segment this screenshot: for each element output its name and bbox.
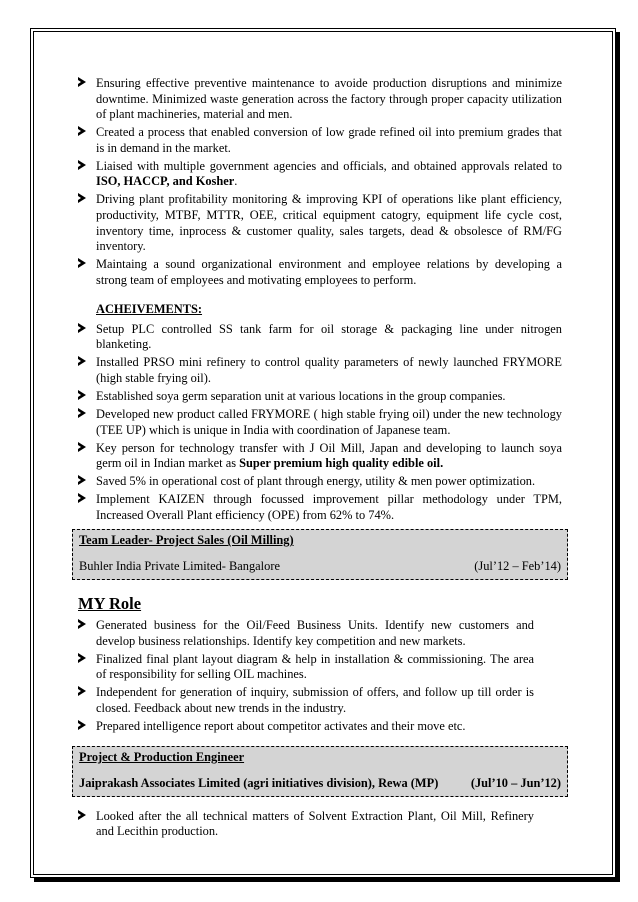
list-item: Developed new product called FRYMORE ( high stable frying oil) under the new technology (TEE UP) which is unique in India with coordination of Japanese team.	[78, 407, 562, 438]
page-shadow-right	[616, 32, 620, 882]
arrow-bullet-icon	[78, 323, 86, 333]
job-title: Project & Production Engineer	[79, 750, 245, 765]
list-item: Implement KAIZEN through focussed improvement pillar methodology under TPM, Increased Overall Plant efficiency (OPE) from 62% to 74%.	[78, 492, 562, 523]
arrow-bullet-icon	[78, 475, 86, 485]
responsibilities-list	[78, 76, 562, 288]
arrow-bullet-icon	[78, 126, 86, 136]
company-name: Buhler India Private Limited- Bangalore	[79, 559, 280, 574]
achievements-list	[78, 322, 562, 523]
list-item: Ensuring effective preventive maintenance to avoide production disruptions and minimize downtime. Minimized waste generation across the factory through proper capacity utilization of plant machineries, material and men.	[78, 76, 562, 123]
job-title: Team Leader- Project Sales (Oil Milling)	[79, 533, 294, 548]
list-item: Maintaing a sound organizational environment and employee relations by developing a strong team of employees and motivating employees to perform.	[78, 257, 562, 288]
job-header-buhler	[72, 529, 568, 580]
list-item: Installed PRSO mini refinery to control quality parameters of newly launched FRYMORE (high stable frying oil).	[78, 355, 562, 386]
company-name: Jaiprakash Associates Limited (agri initiatives division), Rewa (MP)	[79, 776, 439, 791]
arrow-bullet-icon	[78, 810, 86, 820]
achievements-heading: ACHEIVEMENTS:	[96, 302, 203, 317]
page-shadow-bottom	[34, 878, 620, 882]
list-item: Prepared intelligence report about competitor activates and their move etc.	[78, 719, 534, 735]
role-list	[78, 618, 534, 734]
arrow-bullet-icon	[78, 258, 86, 268]
arrow-bullet-icon	[78, 408, 86, 418]
list-item: Finalized final plant layout diagram & help in installation & commissioning. The area of responsibility for selling OIL machines.	[78, 652, 534, 683]
list-item: Generated business for the Oil/Feed Business Units. Identify new customers and develop business relationships. Identify key competition and new markets.	[78, 618, 534, 649]
arrow-bullet-icon	[78, 493, 86, 503]
job-header-jaiprakash	[72, 746, 568, 797]
arrow-bullet-icon	[78, 356, 86, 366]
list-item: Liaised with multiple government agencies and officials, and obtained approvals related to ISO, HACCP, and Kosher.	[78, 159, 562, 190]
list-item: Independent for generation of inquiry, submission of offers, and follow up till order is closed. Feedback about new trends in the industry.	[78, 685, 534, 716]
job-dates: (Jul’10 – Jun’12)	[470, 776, 561, 791]
arrow-bullet-icon	[78, 193, 86, 203]
my-role-heading: MY Role	[78, 593, 142, 613]
arrow-bullet-icon	[78, 686, 86, 696]
arrow-bullet-icon	[78, 390, 86, 400]
arrow-bullet-icon	[78, 720, 86, 730]
arrow-bullet-icon	[78, 653, 86, 663]
list-item: Looked after the all technical matters of Solvent Extraction Plant, Oil Mill, Refinery and Lecithin production.	[78, 809, 534, 840]
list-item: Key person for technology transfer with J Oil Mill, Japan and developing to launch soya germ oil in Indian market as Super premium high quality edible oil.	[78, 441, 562, 472]
list-item: Established soya germ separation unit at various locations in the group companies.	[78, 389, 562, 405]
arrow-bullet-icon	[78, 619, 86, 629]
list-item: Saved 5% in operational cost of plant through energy, utility & men power optimization.	[78, 474, 562, 490]
resume-content	[78, 76, 562, 842]
list-item: Created a process that enabled conversion of low grade refined oil into premium grades that is in demand in the market.	[78, 125, 562, 156]
arrow-bullet-icon	[78, 160, 86, 170]
job-dates: (Jul’12 – Feb’14)	[474, 559, 561, 574]
list-item: Setup PLC controlled SS tank farm for oil storage & packaging line under nitrogen blanketing.	[78, 322, 562, 353]
list-item: Driving plant profitability monitoring & improving KPI of operations like plant efficiency, productivity, MTBF, MTTR, OEE, critical equipment catogry, equipment life cycle cost, inventory time, inprocess & customer quality, sales targets, dead & obsolesce of RM/FG inventory.	[78, 192, 562, 254]
arrow-bullet-icon	[78, 77, 86, 87]
production-engineer-list	[78, 809, 534, 840]
arrow-bullet-icon	[78, 442, 86, 452]
